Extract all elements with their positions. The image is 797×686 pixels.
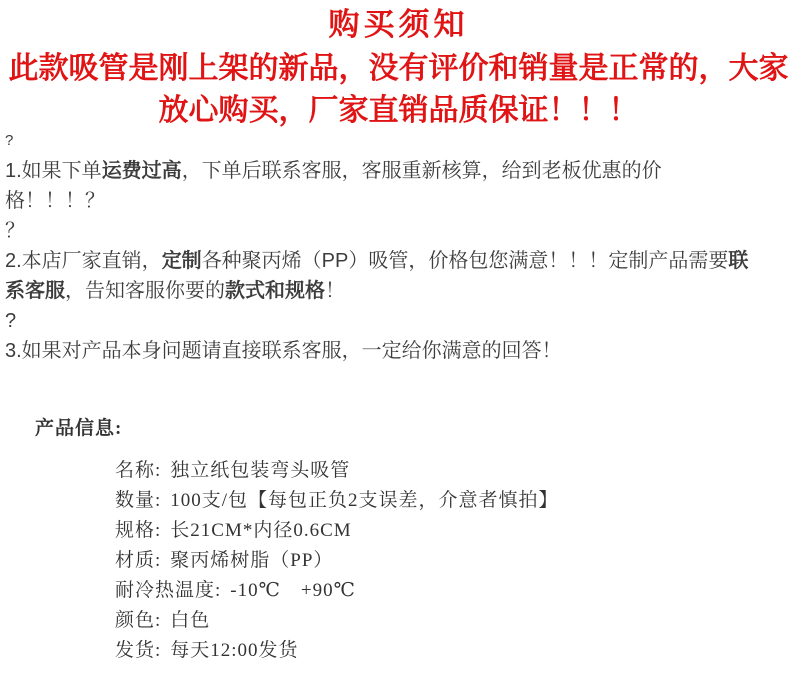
product-row-spec: [115, 516, 797, 546]
text-segment: ！: [325, 280, 345, 302]
row-label: 材质:: [115, 550, 162, 571]
product-info-list: [115, 456, 797, 666]
stray-question-mark-3: [5, 306, 793, 336]
notice-item-2-line-1: [5, 246, 793, 276]
text-segment: 格！！！？: [5, 190, 105, 212]
product-info-heading: 产品信息:: [35, 418, 123, 439]
product-row-quantity: [115, 486, 797, 516]
text-segment: 2.本店厂家直销，: [5, 250, 162, 272]
bold-keyword-contact-service: 系客服: [5, 280, 65, 302]
row-label: 颜色:: [115, 610, 162, 631]
product-row-name: [115, 456, 797, 486]
notice-line-2: 放心购买，厂家直销品质保证！！！: [158, 94, 639, 127]
notice-item-1-line-2: [5, 186, 793, 216]
row-label: 发货:: [115, 640, 162, 661]
notice-item-1-line-1: [5, 156, 793, 186]
notice-title: 购买须知: [328, 7, 469, 42]
product-row-temperature: [115, 576, 797, 606]
row-value: -10℃ +90℃: [230, 580, 356, 601]
stray-question-mark-1: [5, 126, 793, 156]
product-row-shipping: [115, 636, 797, 666]
purchase-notice-header: [0, 2, 797, 132]
row-value: 每天12:00发货: [170, 640, 299, 661]
row-value: 长21CM*内径0.6CM: [170, 520, 352, 541]
notice-line-1: 此款吸管是刚上架的新品，没有评价和销量是正常的，大家: [8, 52, 789, 85]
notice-item-3: [5, 336, 793, 366]
bold-keyword-style-spec: 款式和规格: [225, 280, 325, 302]
notice-item-2-line-2: [5, 276, 793, 306]
bold-keyword-contact-part: 联: [728, 250, 749, 272]
row-label: 规格:: [115, 520, 162, 541]
row-label: 名称:: [115, 460, 162, 481]
row-label: 耐冷热温度:: [115, 580, 222, 601]
text-segment: ？: [5, 220, 25, 242]
row-value: 独立纸包装弯头吸管: [170, 460, 351, 481]
product-row-color: [115, 606, 797, 636]
text-segment: 1.如果下单: [5, 160, 102, 182]
row-label: 数量:: [115, 490, 162, 511]
text-segment: ，下单后联系客服，客服重新核算，给到老板优惠的价: [181, 160, 662, 182]
text-segment: ，告知客服你要的: [65, 280, 225, 302]
row-value: 聚丙烯树脂（PP）: [170, 550, 334, 571]
notice-details: [5, 126, 793, 366]
text-segment: ?: [5, 310, 17, 332]
text-segment: 各种聚丙烯（PP）吸管，价格包您满意！！！定制产品需要: [201, 250, 729, 272]
stray-question-mark-2: [5, 216, 793, 246]
product-row-material: [115, 546, 797, 576]
row-value: 白色: [170, 610, 211, 631]
text-segment: ?: [5, 132, 14, 149]
row-value: 100支/包【每包正负2支误差，介意者慎拍】: [170, 490, 559, 511]
bold-keyword-shipping-cost: 运费过高: [101, 160, 182, 182]
text-segment: 3.如果对产品本身问题请直接联系客服，一定给你满意的回答！: [5, 340, 562, 362]
bold-keyword-custom: 定制: [161, 250, 202, 272]
product-info-section: [0, 414, 797, 666]
